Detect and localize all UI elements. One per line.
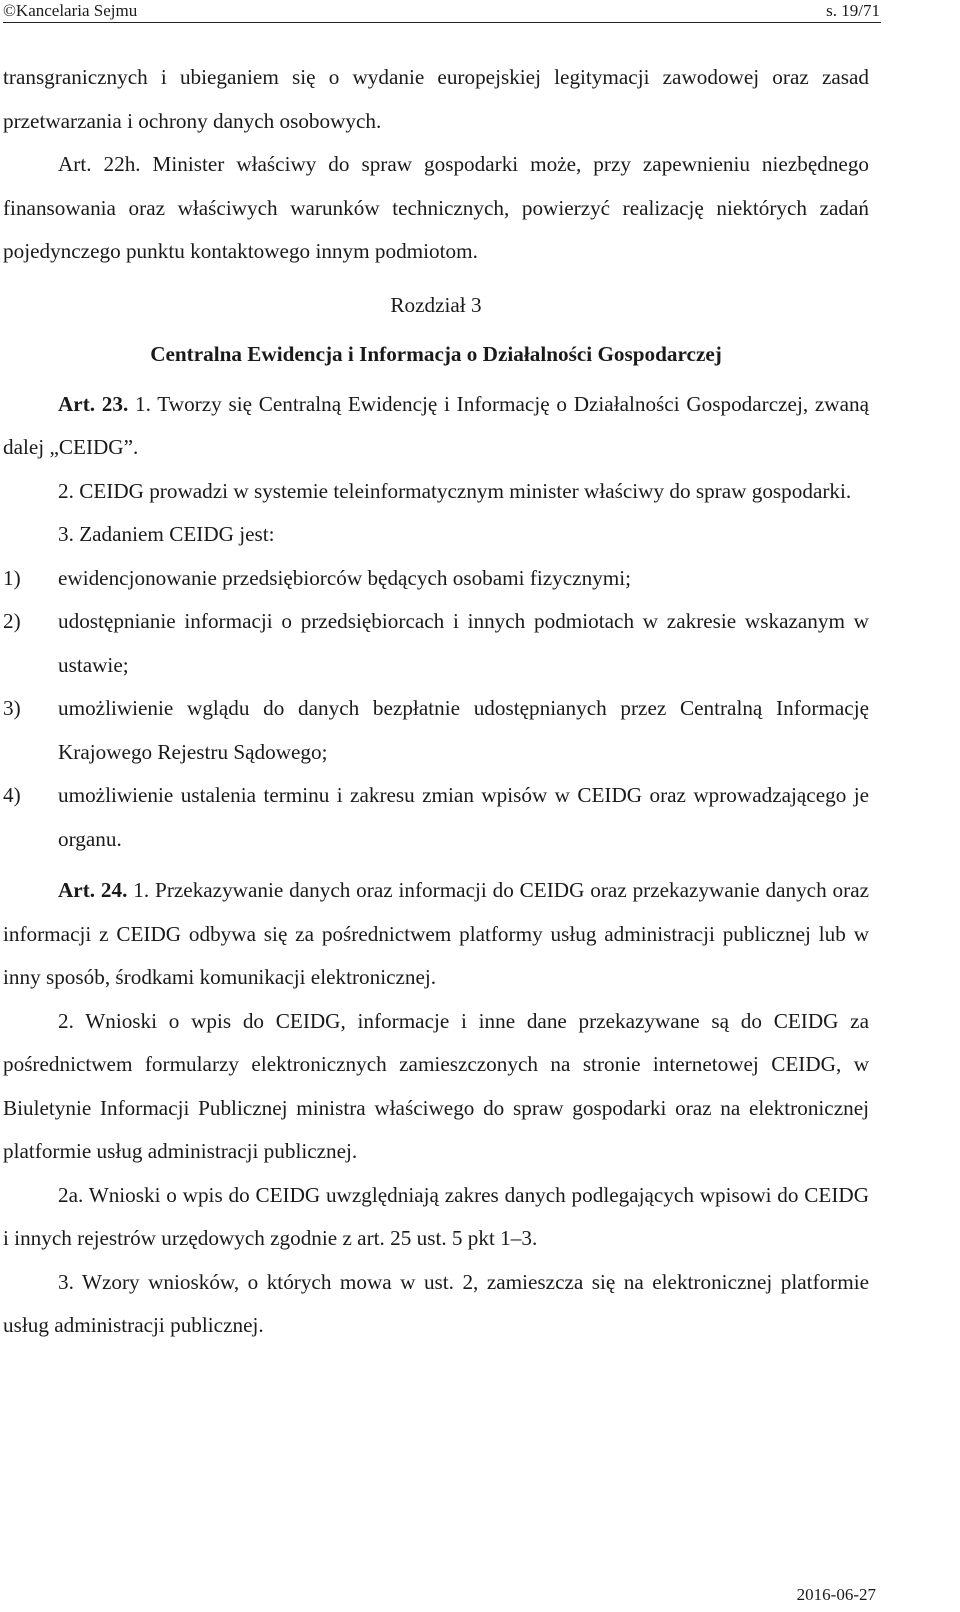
list-item <box>3 600 869 687</box>
list-item-number: 1) <box>3 565 21 590</box>
list-item-text: umożliwienie ustalenia terminu i zakresu zmian wpisów w CEIDG oraz wprowadzającego je organu. <box>58 783 869 851</box>
list-item-number: 4) <box>3 783 21 807</box>
list-item-text: udostępnianie informacji o przedsiębiorcach i innych podmiotach w zakresie wskazanym w ustawie; <box>58 609 869 677</box>
header-divider <box>3 22 881 23</box>
article-24-label: Art. 24. <box>58 878 128 902</box>
article-24-par-2: 2. Wnioski o wpis do CEIDG, informacje i inne dane przekazywane są do CEIDG za pośrednictwem formularzy elektronicznych zamieszczonych na stronie internetowej CEIDG, w Biuletynie Informacji Publicznej ministra właściwego do spraw gospodarki oraz na elektronicznej platformie usług administracji publicznej. <box>3 1008 869 1163</box>
chapter-title: Centralna Ewidencja i Informacja o Działalności Gospodarczej <box>150 342 722 366</box>
page-header <box>0 0 880 22</box>
list-item-number: 3) <box>3 696 21 720</box>
header-copyright: ©Kancelaria Sejmu <box>3 1 138 20</box>
list-item-text: ewidencjonowanie przedsiębiorców będących osobami fizycznymi; <box>58 565 632 590</box>
article-24-par-2a: 2a. Wnioski o wpis do CEIDG uwzględniają zakres danych podlegających wpisowi do CEIDG i innych rejestrów urzędowych zgodnie z art. 25 ust. 5 pkt 1–3. <box>3 1182 869 1250</box>
article-22h <box>3 143 869 274</box>
article-23-label: Art. 23. <box>58 391 129 416</box>
list-item <box>3 687 869 774</box>
list-item-text: umożliwienie wglądu do danych bezpłatnie udostępnianych przez Centralną Informację Krajowego Rejestru Sądowego; <box>58 696 869 764</box>
article-22h-text: Minister właściwy do spraw gospodarki może, przy zapewnieniu niezbędnego finansowania oraz właściwych warunków technicznych, powierzyć realizację niektórych zadań pojedynczego punktu kontaktowego innym podmiotom. <box>3 152 870 263</box>
list-item <box>3 557 869 601</box>
article-23-par-1-text: 1. Tworzy się Centralną Ewidencję i Informację o Działalności Gospodarczej, zwaną dalej „CEIDG”. <box>3 391 869 459</box>
chapter-number: Rozdział 3 <box>390 292 482 317</box>
article-24-par-3: 3. Wzory wniosków, o których mowa w ust. 2, zamieszcza się na elektronicznej platformie usług administracji publicznej. <box>3 1269 869 1337</box>
article-24-par-1 <box>3 869 869 1000</box>
article-24-par-1-text: 1. Przekazywanie danych oraz informacji do CEIDG oraz przekazywanie danych oraz informacji z CEIDG odbywa się za pośrednictwem platformy usług administracji publicznej lub w inny sposób, środkami komunikacji elektronicznej. <box>3 878 870 989</box>
article-23-par-1 <box>3 383 869 470</box>
paragraph-continuation: transgranicznych i ubieganiem się o wydanie europejskiej legitymacji zawodowej oraz zasad przetwarzania i ochrony danych osobowych. <box>3 65 869 133</box>
article-22h-label: Art. 22h. <box>58 152 141 176</box>
article-23-par-3: 3. Zadaniem CEIDG jest: <box>58 522 275 546</box>
article-23-par-2: 2. CEIDG prowadzi w systemie teleinformatycznym minister właściwy do spraw gospodarki. <box>58 478 852 503</box>
list-item <box>3 774 869 861</box>
list-item-number: 2) <box>3 609 21 633</box>
footer-date: 2016-06-27 <box>796 1585 876 1604</box>
header-page-number: s. 19/71 <box>826 1 880 20</box>
document-body <box>3 56 869 1348</box>
